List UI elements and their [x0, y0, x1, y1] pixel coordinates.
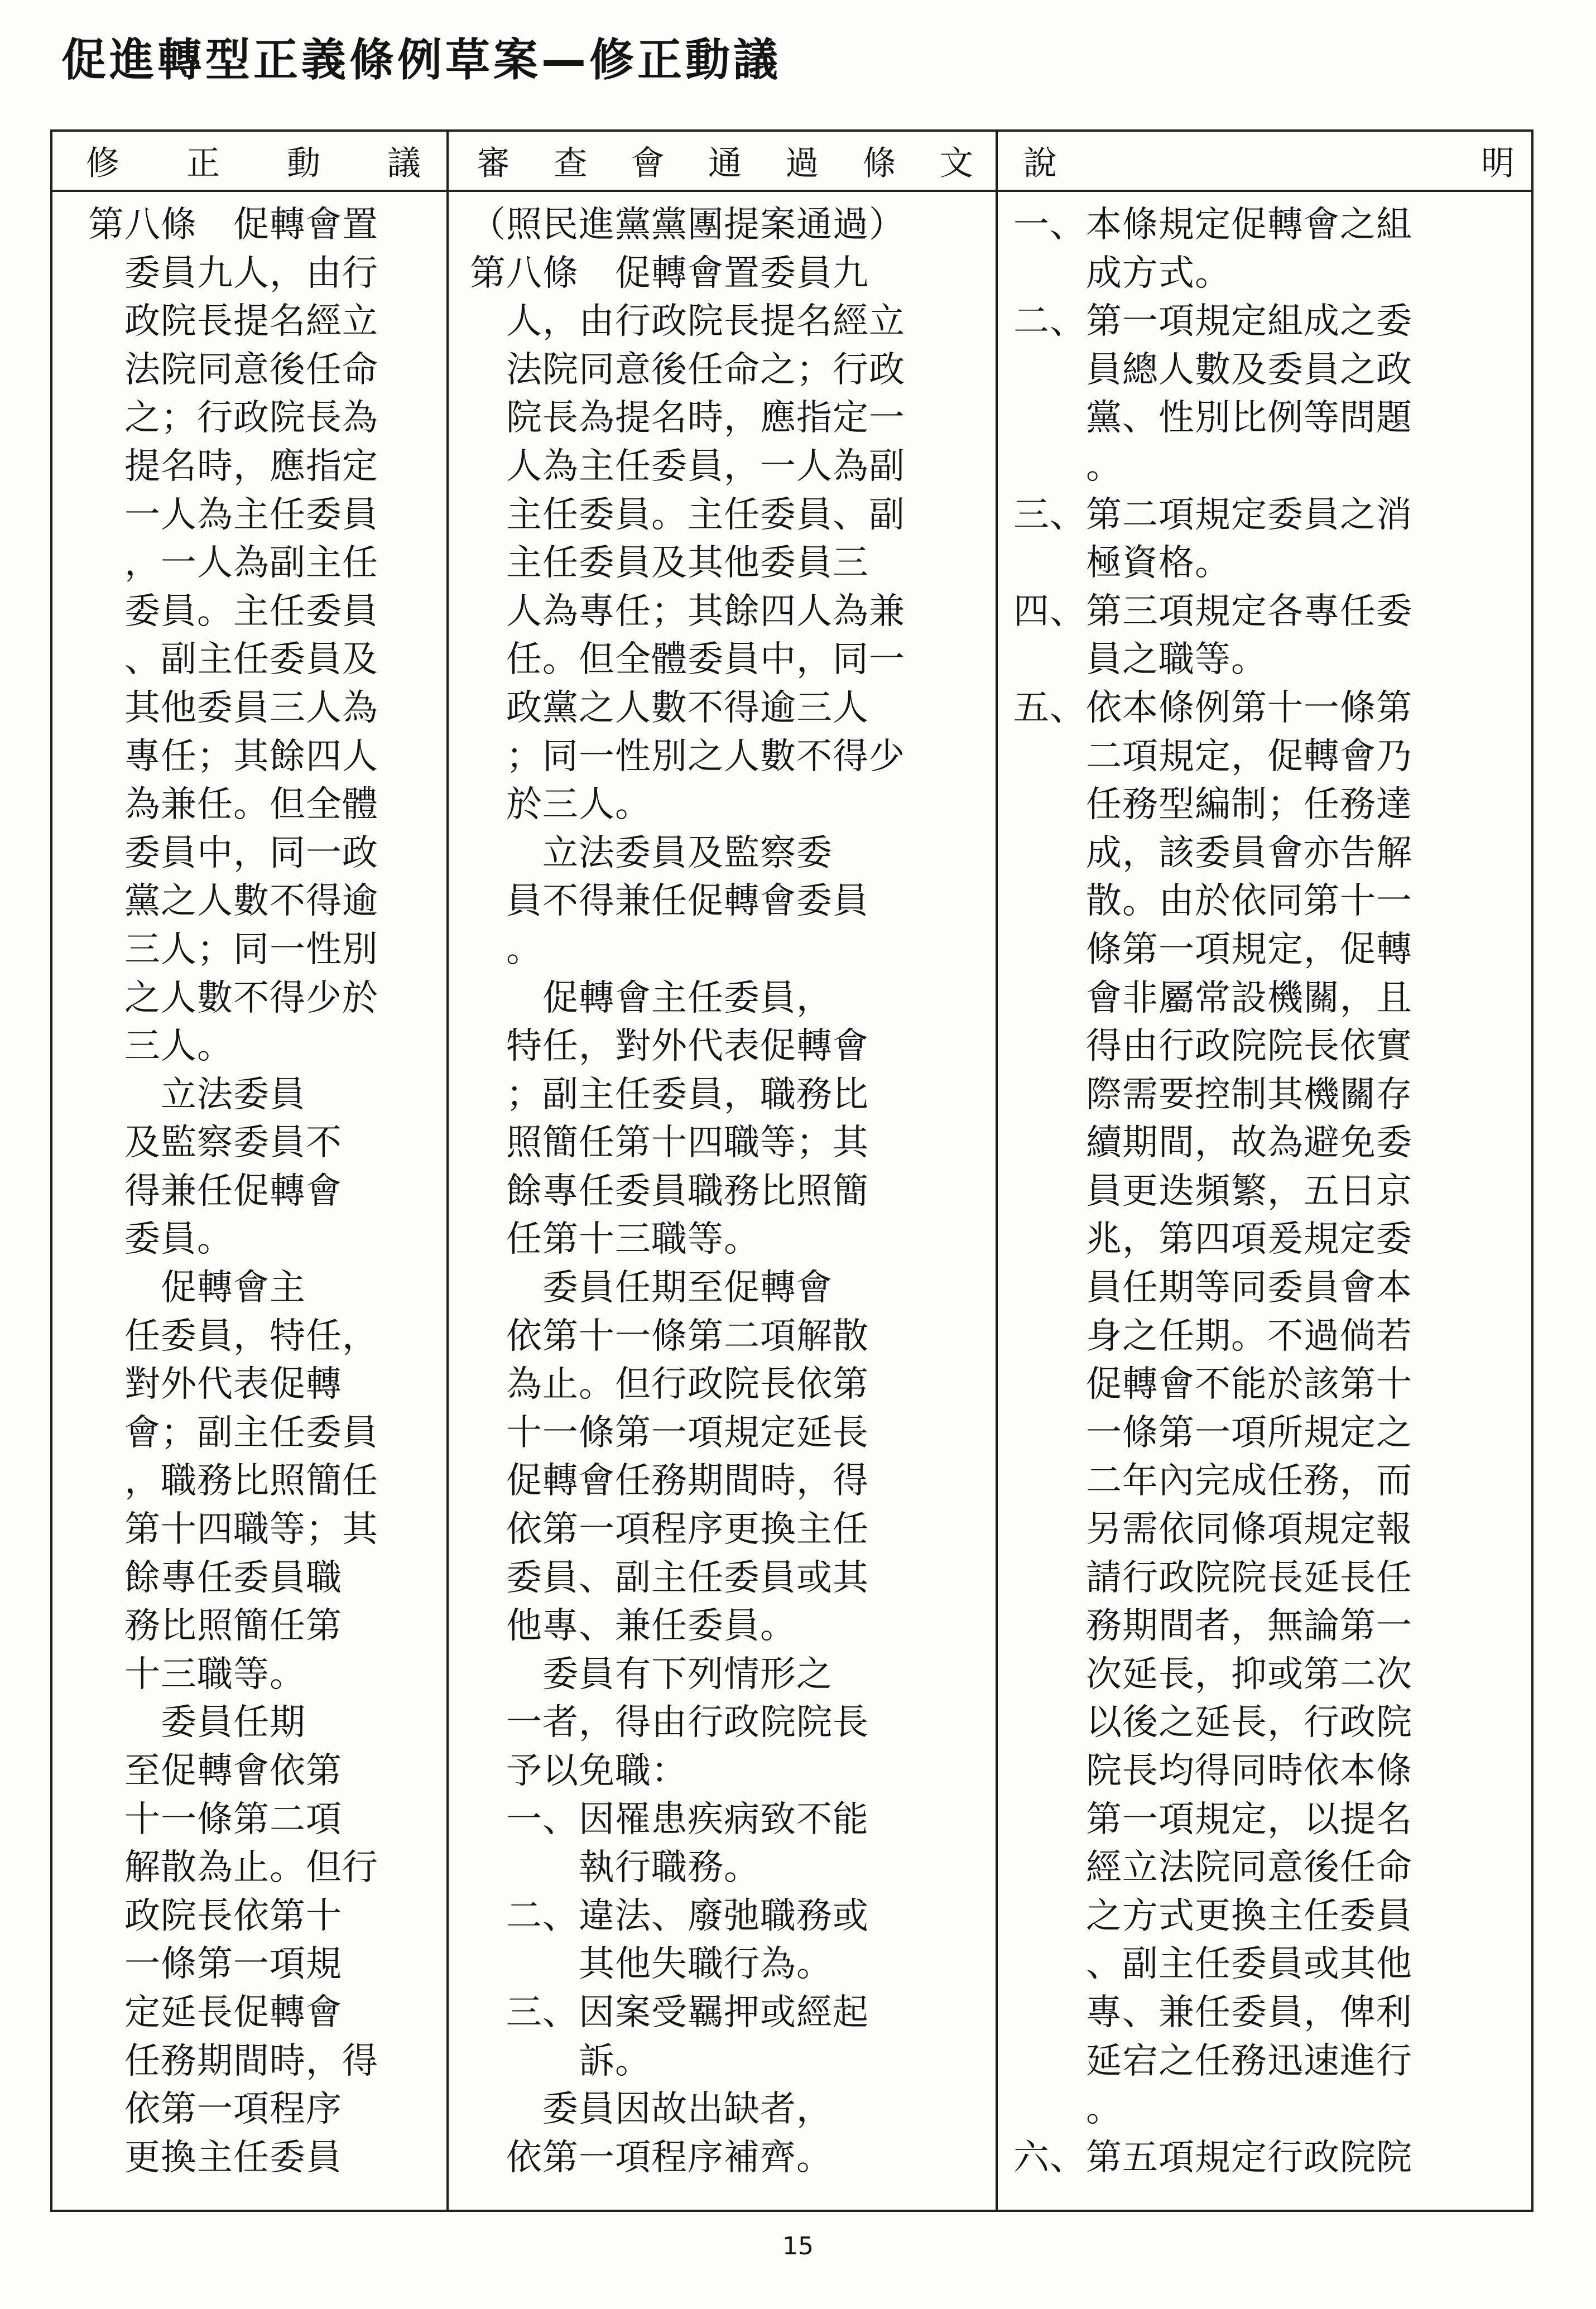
text-line: 黨之人數不得逾 [88, 881, 378, 922]
text-line: 一者，得由行政院院長 [470, 1702, 869, 1744]
text-line: 續期間，故為避免委 [1013, 1122, 1412, 1164]
text-line: 院長均得同時依本條 [1013, 1750, 1412, 1792]
header-char: 查 [554, 144, 588, 183]
text-line: 主任委員。主任委員、副 [470, 494, 905, 536]
text-line: 照簡任第十四職等；其 [470, 1122, 869, 1164]
text-line: 會非屬常設機關，且 [1013, 977, 1412, 1019]
text-line: 十一條第二項 [88, 1798, 342, 1840]
text-line: ，一人為副主任 [88, 542, 378, 584]
header-divider [52, 190, 1531, 192]
text-line: 二、第一項規定組成之委 [1013, 301, 1412, 343]
text-line: 第一項規定，以提名 [1013, 1798, 1412, 1840]
text-line: 一條第一項所規定之 [1013, 1412, 1412, 1454]
text-line: 委員有下列情形之 [470, 1653, 833, 1695]
text-line: 人為專任；其餘四人為兼 [470, 590, 905, 632]
text-line: 延宕之任務迅速進行 [1013, 2040, 1412, 2082]
text-line: 員總人數及委員之政 [1013, 349, 1412, 391]
text-line: 。 [1013, 445, 1122, 487]
text-line: 委員九人，由行 [88, 252, 378, 294]
text-line: 成方式。 [1013, 252, 1231, 294]
text-line: 三、因案受羈押或經起 [470, 1991, 869, 2033]
text-line: 二、違法、廢弛職務或 [470, 1895, 869, 1937]
text-line: 解散為止。但行 [88, 1847, 378, 1889]
text-line: 政黨之人數不得逾三人 [470, 687, 869, 729]
header-char: 修 [86, 144, 119, 183]
header-explanation [1023, 132, 1515, 190]
text-line: 法院同意後任命 [88, 349, 378, 391]
text-line: 第八條 促轉會置委員九 [470, 252, 869, 294]
header-char: 文 [939, 144, 973, 183]
text-line: 院長為提名時，應指定一 [470, 397, 905, 439]
text-line: 更換主任委員 [88, 2137, 342, 2178]
text-line: 委員任期 [88, 1702, 306, 1744]
text-line: 二項規定，促轉會乃 [1013, 735, 1412, 777]
header-char: 說 [1023, 144, 1057, 183]
text-line: 政院長提名經立 [88, 301, 378, 343]
text-line: 次延長，抑或第二次 [1013, 1653, 1412, 1695]
text-line: 其他委員三人為 [88, 687, 378, 729]
text-line: 其他失職行為。 [470, 1944, 833, 1985]
text-line: 任委員，特任， [88, 1315, 378, 1357]
text-line: 三人。 [88, 1026, 233, 1067]
text-line: 餘專任委員職 [88, 1557, 342, 1599]
text-line: 立法委員 [88, 1074, 306, 1115]
text-line: 委員任期至促轉會 [470, 1267, 833, 1309]
text-line: 專、兼任委員，俾利 [1013, 1991, 1412, 2033]
text-line: 一、本條規定促轉會之組 [1013, 204, 1412, 246]
header-char: 過 [785, 144, 819, 183]
text-line: 之方式更換主任委員 [1013, 1895, 1412, 1937]
text-line: 主任委員及其他委員三 [470, 542, 869, 584]
text-line: 第十四職等；其 [88, 1509, 378, 1551]
text-line: 訴。 [470, 2040, 651, 2082]
text-line: 。 [470, 929, 542, 970]
column-divider [446, 132, 449, 2210]
text-line: 對外代表促轉 [88, 1364, 342, 1406]
text-line: 以後之延長，行政院 [1013, 1702, 1412, 1744]
text-line: 得兼任促轉會 [88, 1170, 342, 1212]
text-line: 定延長促轉會 [88, 1991, 342, 2033]
text-line: 立法委員及監察委 [470, 832, 833, 874]
text-line: 特任，對外代表促轉會 [470, 1026, 869, 1067]
header-char: 審 [477, 144, 510, 183]
header-char: 會 [631, 144, 665, 183]
text-line: 極資格。 [1013, 542, 1231, 584]
text-line: 員任期等同委員會本 [1013, 1267, 1412, 1309]
text-line: 委員。 [88, 1219, 233, 1261]
text-line: 、副主任委員及 [88, 639, 378, 681]
text-line: 至促轉會依第 [88, 1750, 342, 1792]
text-line: （照民進黨黨團提案通過） [470, 204, 905, 246]
text-line: 政院長依第十 [88, 1895, 342, 1937]
text-line: 員之職等。 [1013, 639, 1267, 681]
text-line: 一、因罹患疾病致不能 [470, 1798, 869, 1840]
text-line: 為兼任。但全體 [88, 784, 378, 826]
text-line: 之；行政院長為 [88, 397, 378, 439]
text-line: 任第十三職等。 [470, 1219, 760, 1261]
header-amendment [86, 132, 421, 190]
text-line: 一人為主任委員 [88, 494, 378, 536]
text-line: 十一條第一項規定延長 [470, 1412, 869, 1454]
text-line: 身之任期。不過倘若 [1013, 1315, 1412, 1357]
text-line: 他專、兼任委員。 [470, 1605, 796, 1647]
text-line: 員不得兼任促轉會委員 [470, 881, 869, 922]
text-line: 法院同意後任命之；行政 [470, 349, 905, 391]
text-line: 另需依同條項規定報 [1013, 1509, 1412, 1551]
text-line: 際需要控制其機關存 [1013, 1074, 1412, 1115]
text-line: 予以免職： [470, 1750, 688, 1792]
text-line: 依第十一條第二項解散 [470, 1315, 869, 1357]
text-line: 請行政院院長延長任 [1013, 1557, 1412, 1599]
text-line: 促轉會不能於該第十 [1013, 1364, 1412, 1406]
text-line: 會；副主任委員 [88, 1412, 378, 1454]
text-line: 四、第三項規定各專任委 [1013, 590, 1412, 632]
text-line: 務比照簡任第 [88, 1605, 342, 1647]
text-line: 為止。但行政院長依第 [470, 1364, 869, 1406]
text-line: 十三職等。 [88, 1653, 306, 1695]
text-line: 二年內完成任務，而 [1013, 1460, 1412, 1502]
text-line: ，職務比照簡任 [88, 1460, 378, 1502]
page-title: 促進轉型正義條例草案—修正動議 [61, 34, 781, 86]
text-line: 專任；其餘四人 [88, 735, 378, 777]
text-line: ；同一性別之人數不得少 [470, 735, 905, 777]
text-line: 之人數不得少於 [88, 977, 378, 1019]
text-line: ；副主任委員，職務比 [470, 1074, 869, 1115]
text-line: 委員中，同一政 [88, 832, 378, 874]
header-char: 條 [862, 144, 896, 183]
text-line: 成，該委員會亦告解 [1013, 832, 1412, 874]
text-line: 於三人。 [470, 784, 651, 826]
text-line: 五、依本條例第十一條第 [1013, 687, 1412, 729]
amendment-column [88, 201, 440, 2182]
text-line: 委員因故出缺者， [470, 2089, 833, 2130]
text-line: 及監察委員不 [88, 1122, 342, 1164]
header-committee [477, 132, 973, 190]
text-line: 黨、性別比例等問題 [1013, 397, 1412, 439]
comparison-table [50, 129, 1533, 2212]
text-line: 任。但全體委員中，同一 [470, 639, 905, 681]
text-line: 任務型編制；任務達 [1013, 784, 1412, 826]
text-line: 條第一項規定，促轉 [1013, 929, 1412, 970]
header-char: 動 [287, 144, 320, 183]
text-line: 促轉會任務期間時，得 [470, 1460, 869, 1502]
text-line: 餘專任委員職務比照簡 [470, 1170, 869, 1212]
text-line: 提名時，應指定 [88, 445, 378, 487]
text-line: 六、第五項規定行政院院 [1013, 2137, 1412, 2178]
text-line: 。 [1013, 2089, 1122, 2130]
explanation-column [1013, 201, 1527, 2182]
text-line: 促轉會主 [88, 1267, 306, 1309]
text-line: 執行職務。 [470, 1847, 760, 1889]
text-line: 員更迭頻繁，五日京 [1013, 1170, 1412, 1212]
text-line: 促轉會主任委員， [470, 977, 833, 1019]
header-char: 正 [186, 144, 220, 183]
text-line: 委員、副主任委員或其 [470, 1557, 869, 1599]
text-line: 依第一項程序 [88, 2089, 342, 2130]
header-char: 議 [387, 144, 421, 183]
text-line: 人為主任委員，一人為副 [470, 445, 905, 487]
text-line: 委員。主任委員 [88, 590, 378, 632]
text-line: 依第一項程序更換主任 [470, 1509, 869, 1551]
text-line: 三、第二項規定委員之消 [1013, 494, 1412, 536]
text-line: 人，由行政院長提名經立 [470, 301, 905, 343]
header-char: 明 [1481, 144, 1515, 183]
text-line: 兆，第四項爰規定委 [1013, 1219, 1412, 1261]
text-line: 經立法院同意後任命 [1013, 1847, 1412, 1889]
text-line: 務期間者，無論第一 [1013, 1605, 1412, 1647]
committee-column [470, 201, 989, 2182]
page-number: 15 [782, 2232, 814, 2260]
text-line: 依第一項程序補齊。 [470, 2137, 833, 2178]
text-line: 一條第一項規 [88, 1944, 342, 1985]
text-line: 任務期間時，得 [88, 2040, 378, 2082]
text-line: 第八條 促轉會置 [88, 204, 378, 246]
text-line: 、副主任委員或其他 [1013, 1944, 1412, 1985]
text-line: 三人；同一性別 [88, 929, 378, 970]
header-char: 通 [708, 144, 742, 183]
text-line: 得由行政院院長依實 [1013, 1026, 1412, 1067]
text-line: 散。由於依同第十一 [1013, 881, 1412, 922]
column-divider [996, 132, 998, 2210]
